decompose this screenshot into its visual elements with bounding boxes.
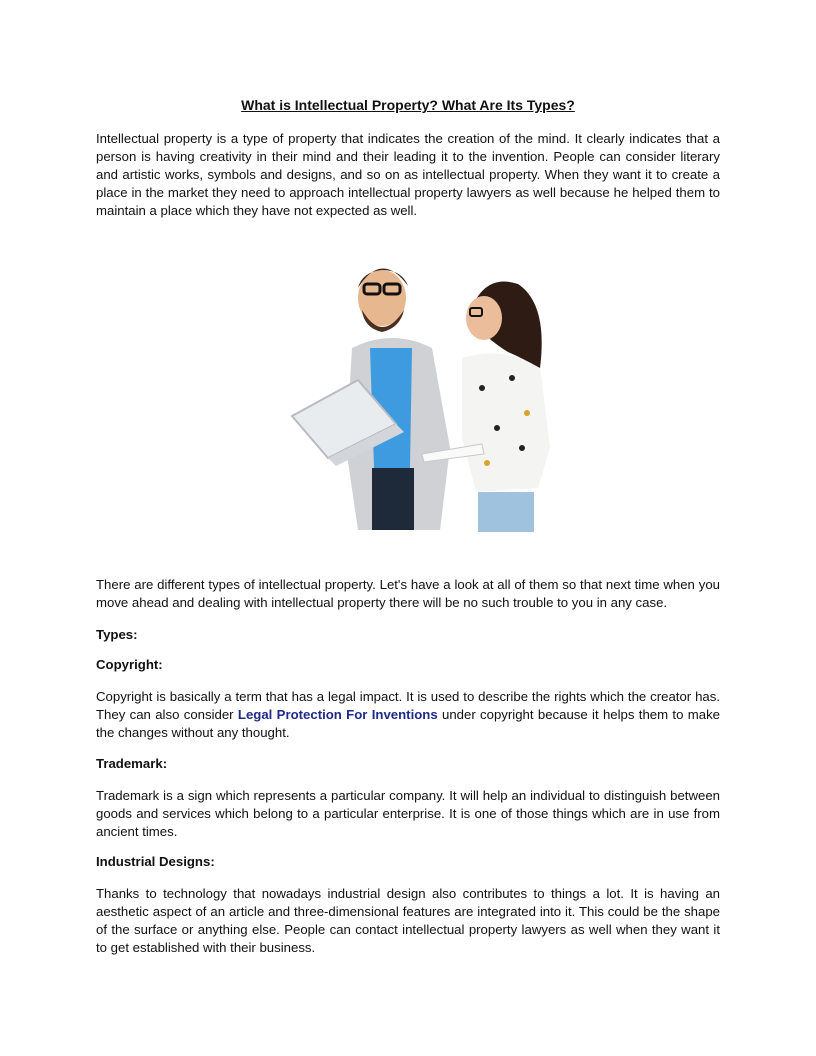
people-with-laptop-image [272, 248, 572, 536]
types-heading: Types: [96, 627, 138, 642]
illustration-photo [272, 248, 572, 536]
document-title: What is Intellectual Property? What Are Its Types? [241, 97, 575, 113]
copyright-text-start: Copyright is basically a term that has a legal impact. It is used to describe the rights which the creator has. They can also consider [96, 689, 720, 722]
trademark-paragraph: Trademark is a sign which represents a particular company. It will help an individual to distinguish between goods and services which belong to a particular enterprise. It is one of those things which are in use from ancient times. [96, 788, 720, 839]
industrial-designs-heading: Industrial Designs: [96, 854, 215, 869]
copyright-paragraph [96, 688, 720, 742]
types-intro-paragraph: There are different types of intellectual property. Let's have a look at all of them so that next time when you move ahead and dealing with intellectual property there will be no such trouble to you in any case. [96, 577, 720, 610]
trademark-heading: Trademark: [96, 756, 168, 771]
copyright-heading: Copyright: [96, 657, 163, 672]
legal-protection-link[interactable]: Legal Protection For Inventions [237, 707, 438, 722]
intro-paragraph: Intellectual property is a type of property that indicates the creation of the mind. It clearly indicates that a person is having creativity in their mind and their leading it to the invention. People can consider literary and artistic works, symbols and designs, and so on as intellectual property. When they want it to create a place in the market they need to approach intellectual property lawyers as well because he helped them to maintain a place which they have not expected as well. [96, 131, 720, 218]
copyright-text-end: under copyright because it helps them to make the changes without any thought. [96, 707, 720, 740]
industrial-designs-paragraph: Thanks to technology that nowadays industrial design also contributes to things a lot. It is having an aesthetic aspect of an article and three-dimensional features are integrated into it. This could be the shape of the surface or anything else. People can contact intellectual property lawyers as well when they want it to get established with their business. [96, 886, 720, 955]
